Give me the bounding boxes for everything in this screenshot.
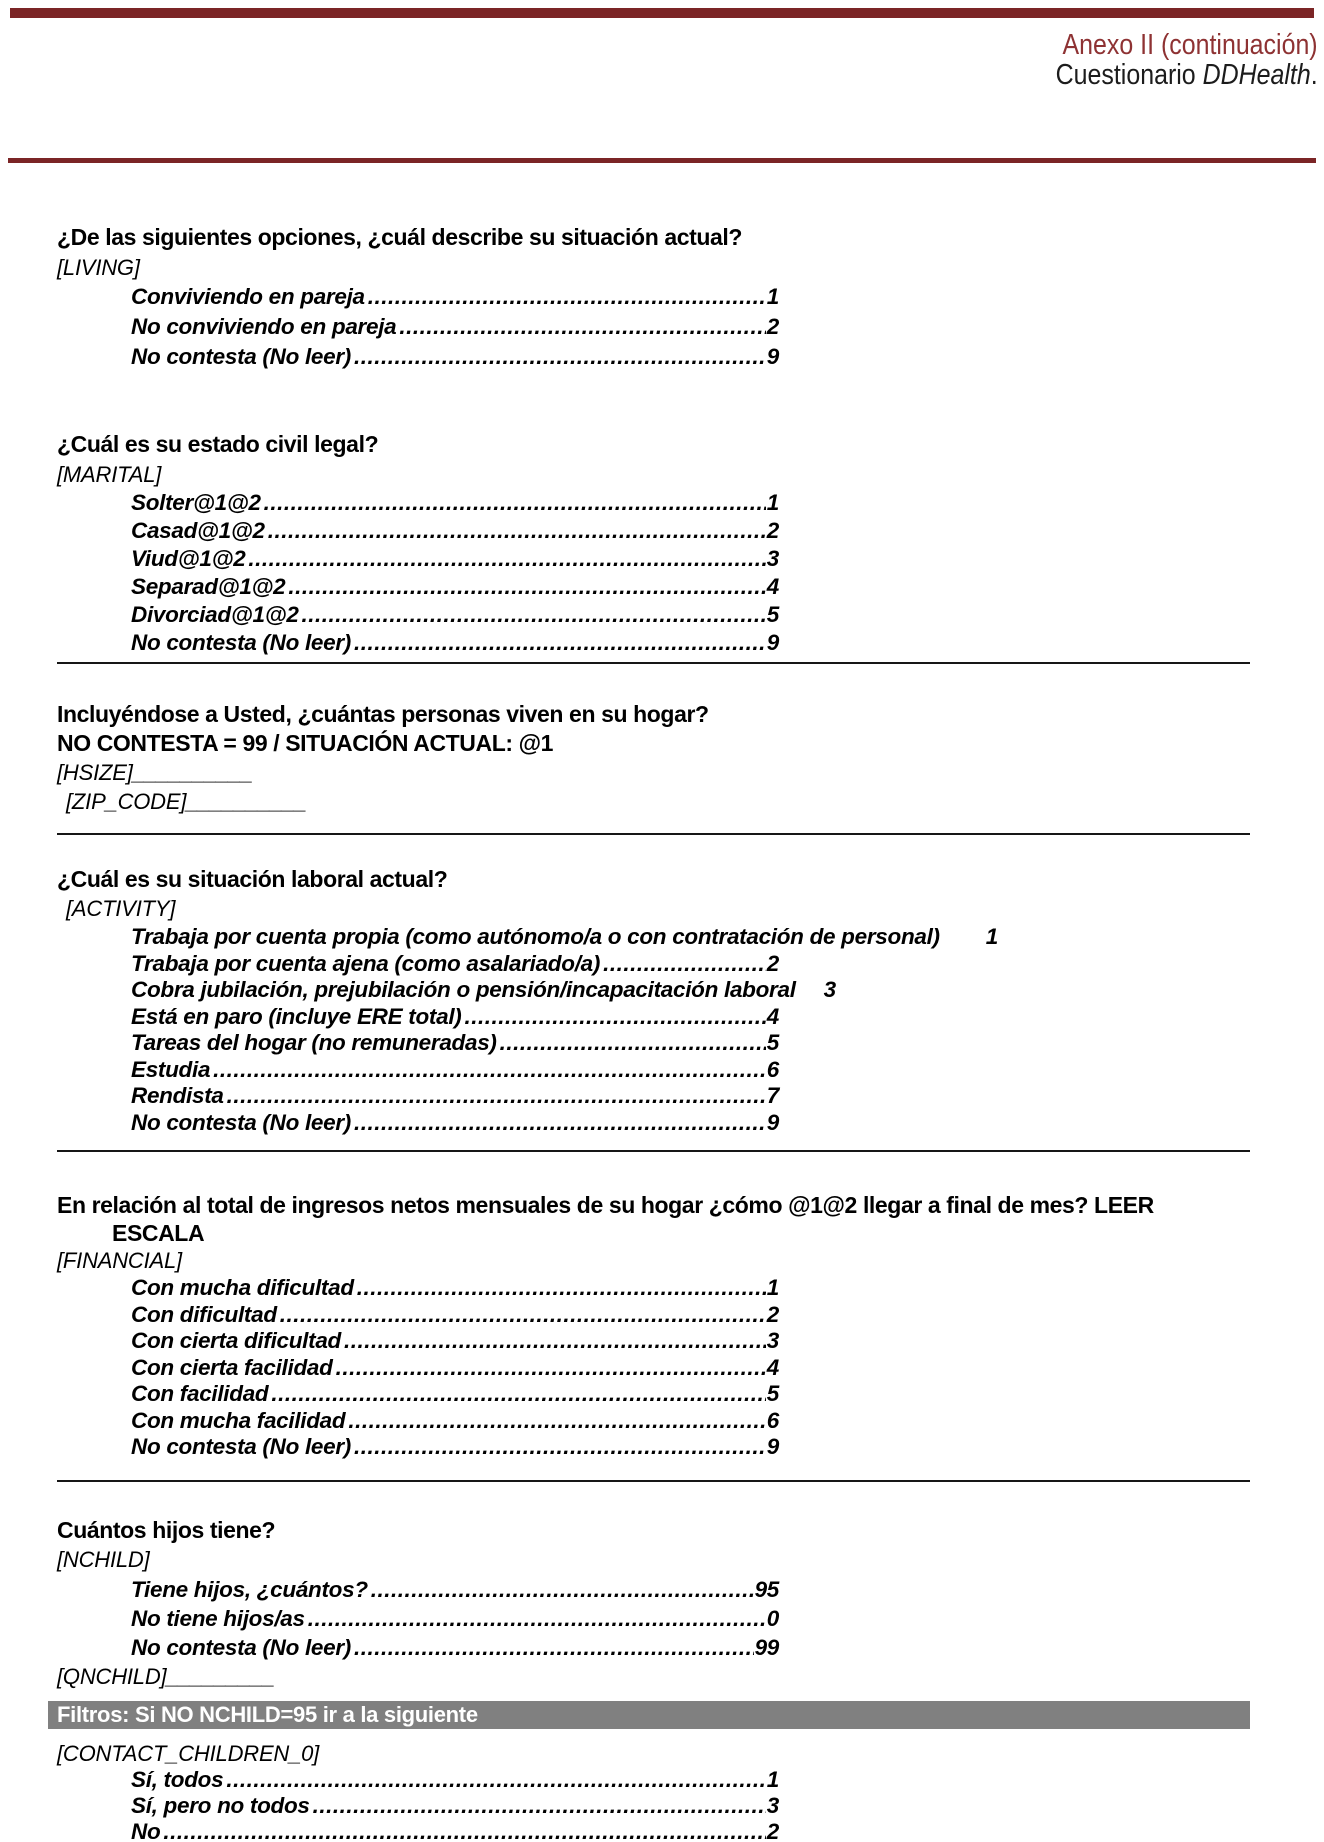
answer-option [131,1057,779,1084]
dot-leader [313,1793,766,1819]
dot-leader [280,1302,766,1329]
dot-leader [344,1328,766,1355]
answer-option [131,601,779,629]
answer-option [131,629,779,657]
answer-option [131,1575,779,1604]
dot-leader [368,282,766,312]
dot-leader [163,1819,765,1842]
answer-option [131,1633,779,1662]
answer-option [131,1767,779,1793]
option-label: Con mucha facilidad [131,1407,346,1433]
question-activity [57,864,998,1136]
annex-heading-text: Anexo II (continuación) [1062,29,1318,61]
answer-option [131,1793,779,1819]
answer-option [131,1110,779,1137]
dot-leader [354,629,766,657]
dot-leader [271,1381,765,1408]
option-label: Viud@1@2 [131,546,246,571]
option-code: 3 [766,1328,779,1353]
answer-option [131,1355,779,1382]
option-code: 9 [766,1109,779,1135]
option-code: 1 [766,284,779,309]
questionnaire-title-suffix: . [1311,59,1318,91]
option-code: 4 [766,1354,779,1380]
answer-option [131,1819,779,1842]
option-label: Tareas del hogar (no remuneradas) [131,1030,497,1055]
dot-leader [500,1030,766,1057]
option-code: 3 [766,546,779,571]
option-label: No conviviendo en pareja [131,314,397,339]
dot-leader [268,517,766,545]
answer-option [131,342,779,372]
variable-tag: [MARITAL] [57,462,162,487]
answer-option [131,1275,779,1302]
questionnaire-heading-text [1056,60,1318,90]
answer-option [131,977,836,1004]
question-marital [57,428,779,657]
answer-option [131,1083,779,1110]
header-rule [8,158,1316,163]
option-code: 2 [766,1819,779,1842]
option-label: Está en paro (incluye ERE total) [131,1003,462,1029]
questionnaire-heading [1013,60,1318,90]
question-living [57,221,779,372]
question-financial [57,1191,1154,1461]
option-code: 4 [766,1003,779,1029]
option-code: 1 [766,1275,779,1300]
section-divider [57,1150,1250,1152]
question-title: ¿Cuál es su estado civil legal? [57,431,379,457]
answer-option [131,1604,779,1633]
option-label: Con mucha dificultad [131,1275,354,1300]
option-code: 5 [766,602,779,627]
option-code: 6 [766,1056,779,1082]
option-code: 2 [766,314,779,339]
question-title-line1: En relación al total de ingresos netos mensuales de su hogar ¿cómo @1@2 llegar a final de mes? LEER [57,1192,1154,1218]
section-divider [57,662,1250,664]
dot-leader [354,1110,766,1137]
answer-option [131,951,779,978]
page-header [1013,30,1318,90]
option-label: No contesta (No leer) [131,630,351,655]
option-code: 9 [766,630,779,655]
answer-options [131,1275,779,1461]
option-label: Con cierta dificultad [131,1328,341,1353]
question-title: Incluyéndose a Usted, ¿cuántas personas viven en su hogar? [57,701,709,727]
top-accent-bar [10,8,1314,18]
answer-option [131,282,779,312]
option-code: 4 [766,574,779,599]
answer-options [131,924,998,1136]
dot-leader [264,489,766,517]
question-title: ¿De las siguientes opciones, ¿cuál describe su situación actual? [57,224,743,250]
answer-option [131,1381,779,1408]
option-code: 1 [766,490,779,515]
option-label: Sí, todos [131,1767,224,1792]
option-label: Rendista [131,1083,224,1108]
answer-option [131,489,779,517]
answer-option [131,545,779,573]
dot-leader [227,1083,766,1110]
option-label: Solter@1@2 [131,490,261,515]
option-code: 0 [766,1606,779,1631]
dot-leader [399,312,765,342]
option-code: 9 [766,1434,779,1459]
option-label: Estudia [131,1056,211,1082]
answer-options [131,1575,779,1662]
option-code: 5 [766,1381,779,1406]
option-code: 1 [766,1767,779,1792]
option-code: 3 [766,1793,779,1818]
section-divider [57,1480,1250,1482]
option-code: 99 [754,1635,779,1660]
option-code: 5 [766,1030,779,1055]
question-hsize [57,700,709,816]
answer-option [131,517,779,545]
dot-leader [348,1408,765,1435]
option-label: Trabaja por cuenta propia (como autónomo/a o con contratación de personal) [131,924,940,949]
answer-option [131,1328,779,1355]
dot-leader [371,1575,754,1604]
questionnaire-title-name: DDHealth [1202,59,1312,91]
option-label: Separad@1@2 [131,574,286,599]
hsize-field: [HSIZE]__________ [57,760,253,785]
variable-tag: [ACTIVITY] [66,896,176,921]
dot-leader [308,1604,766,1633]
filter-banner: Filtros: Si NO NCHILD=95 ir a la siguiente [48,1701,1250,1729]
option-label: Trabaja por cuenta ajena (como asalariado/a) [131,950,601,976]
question-title: ¿Cuál es su situación laboral actual? [57,866,448,892]
option-label: No tiene hijos/as [131,1606,305,1631]
option-label: Con dificultad [131,1301,277,1327]
option-label: Divorciad@1@2 [131,602,299,627]
answer-option [131,573,779,601]
option-label: No [131,1819,161,1842]
option-label: No contesta (No leer) [131,1635,351,1660]
option-code: 2 [766,518,779,543]
option-code: 7 [766,1083,779,1108]
question-nchild [57,1515,779,1692]
answer-options [131,1767,779,1842]
dot-leader [354,342,766,372]
option-code: 2 [766,950,779,976]
dot-leader [357,1275,766,1302]
question-contact-children [57,1741,779,1842]
option-label: Casad@1@2 [131,518,265,543]
dot-leader [354,1633,754,1662]
option-label: Conviviendo en pareja [131,284,365,309]
option-label: No contesta (No leer) [131,1434,351,1459]
answer-option [131,1004,779,1031]
dot-leader [354,1434,766,1461]
answer-option [131,312,779,342]
annex-heading [1013,30,1318,60]
option-code: 6 [766,1407,779,1433]
variable-tag: [LIVING] [57,255,140,280]
option-code: 95 [754,1577,779,1602]
option-label: Tiene hijos, ¿cuántos? [131,1577,368,1602]
answer-option [131,1434,779,1461]
option-code: 1 [985,924,998,949]
variable-tag: [NCHILD] [57,1547,150,1572]
dot-leader [336,1355,766,1382]
option-label: Con facilidad [131,1381,269,1406]
section-divider [57,833,1250,835]
dot-leader [248,545,765,573]
option-label: No contesta (No leer) [131,1109,351,1135]
dot-leader [603,951,766,978]
option-code: 9 [766,344,779,369]
option-label: Con cierta facilidad [131,1354,333,1380]
answer-options [131,489,779,657]
option-code: 3 [823,977,836,1002]
option-label: No contesta (No leer) [131,344,351,369]
answer-option [131,1030,779,1057]
answer-option [131,1408,779,1435]
option-label: Sí, pero no todos [131,1793,310,1818]
answer-option [131,924,998,951]
answer-options [131,282,779,372]
question-note: NO CONTESTA = 99 / SITUACIÓN ACTUAL: @1 [57,730,554,756]
dot-leader [213,1057,766,1084]
questionnaire-title-prefix: Cuestionario [1055,59,1203,91]
qnchild-field: [QNCHILD]_________ [57,1664,275,1689]
question-title: Cuántos hijos tiene? [57,1517,276,1543]
question-title-line2: ESCALA [112,1220,205,1246]
dot-leader [288,573,765,601]
option-code: 2 [766,1301,779,1327]
variable-tag: [CONTACT_CHILDREN_0] [57,1741,320,1766]
answer-option [131,1302,779,1329]
dot-leader [302,601,766,629]
zip-code-field: [ZIP_CODE]__________ [66,789,307,814]
dot-leader [464,1004,765,1031]
option-label: Cobra jubilación, prejubilación o pensión/incapacitación laboral [131,977,796,1002]
variable-tag: [FINANCIAL] [57,1248,182,1273]
dot-leader [226,1767,765,1793]
